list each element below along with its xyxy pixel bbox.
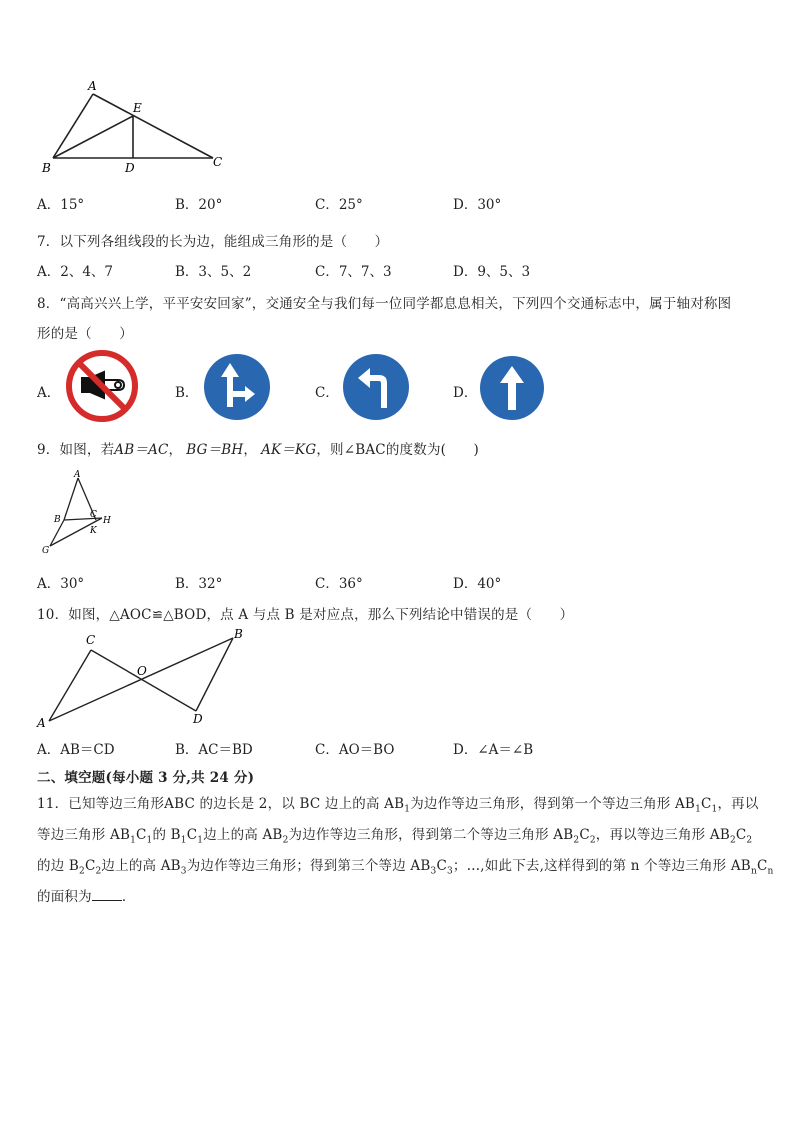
q10-option-a: A．AB＝CD [37, 742, 115, 758]
straight-ahead-sign-icon [479, 355, 545, 421]
q11-sub: 2 [95, 866, 102, 877]
q6-label-a: A [88, 79, 97, 93]
q6-option-a: A．15° [37, 197, 85, 213]
q10-label-c: C [86, 633, 96, 647]
q6-label-b: B [42, 161, 51, 175]
q10-option-d: D．∠A＝∠B [453, 742, 534, 758]
q9-option-a: A．30° [37, 576, 85, 592]
q7-option-d: D．9、5、3 [453, 264, 531, 280]
q11-line-4 [37, 885, 136, 905]
section-2-title: 二、填空题(每小题 3 分,共 24 分) [37, 770, 255, 786]
q10-congruent-triangles-figure [36, 626, 251, 732]
q11-sub: 1 [404, 804, 411, 815]
q11-line-3 [37, 854, 773, 877]
q10-label-a: A [37, 716, 46, 730]
q11-sub: 2 [282, 835, 289, 846]
left-turn-sign-icon [342, 353, 410, 421]
q9-option-d: D．40° [453, 576, 502, 592]
q11-text: C [136, 827, 147, 843]
q11-sub: 1 [711, 804, 718, 815]
q6-label-d: D [125, 161, 135, 175]
q7-option-a: A．2、4、7 [37, 264, 114, 280]
q11-sub: 1 [146, 835, 153, 846]
q11-text: C [756, 858, 768, 874]
q10-stem: 10．如图，△AOC≌△BOD，点 A 与点 B 是对应点，那么下列结论中错误的是（ ） [37, 607, 574, 623]
q6-option-b: B．20° [175, 197, 223, 213]
answer-blank[interactable] [92, 888, 122, 901]
q10-label-d: D [193, 712, 203, 726]
q11-text: 的面积为 [37, 889, 92, 905]
q9-cond-ak-kg: AK＝KG [261, 442, 317, 458]
q11-text: 11．已知等边三角形ABC 的边长是 2，以 BC 边上的高 AB [37, 796, 405, 812]
q11-text: 边上的高 AB [101, 858, 181, 874]
q11-sub: 3 [430, 866, 437, 877]
q11-sub: 1 [197, 835, 204, 846]
q9-label-g: G [42, 546, 50, 556]
q9-label-h: H [103, 516, 111, 526]
q9-label-c: C [90, 510, 97, 520]
q9-label-b: B [54, 515, 61, 525]
q11-sub: 2 [729, 835, 736, 846]
q9-triangle-figure [36, 468, 126, 558]
q9-option-b: B．32° [175, 576, 223, 592]
q11-sub: 1 [130, 835, 136, 846]
q6-label-c: C [213, 155, 223, 169]
q11-text: 边上的高 AB [203, 827, 283, 843]
q11-text: C [84, 858, 96, 874]
q7-option-b: B．3、5、2 [175, 264, 252, 280]
q11-sub: 2 [79, 866, 85, 877]
q7-stem: 7．以下列各组线段的长为边，能组成三角形的是（ ） [37, 234, 389, 250]
straight-or-right-turn-sign-icon [203, 353, 271, 421]
q11-text: C [186, 827, 198, 843]
q11-sub: 1 [180, 835, 187, 846]
q9-label-a: A [74, 470, 81, 480]
q6-option-c: C．25° [315, 197, 363, 213]
q8-stem-line2: 形的是（ ） [37, 326, 133, 342]
q11-text: 为边作等边三角形，得到第二个等边三角形 AB [288, 827, 574, 843]
q11-sub: n [750, 866, 757, 877]
q11-text: ；…,如此下去,这样得到的第 n 个等边三角形 AB [452, 858, 751, 874]
q9-cond-ab-ac: AB＝AC [114, 442, 169, 458]
q9-cond-bg-bh: BG＝BH [186, 442, 244, 458]
q10-option-b: B．AC＝BD [175, 742, 253, 758]
q11-text: 的边 B [37, 858, 80, 874]
q10-label-b: B [234, 627, 243, 641]
q6-triangle-figure [38, 78, 228, 178]
q11-text: ，再以 [717, 796, 759, 812]
q11-text: C [436, 858, 447, 874]
q9-option-c: C．36° [315, 576, 363, 592]
q8-stem-line1: 8．“高高兴兴上学，平平安安回家”，交通安全与我们每一位同学都息息相关，下列四个交通标志中，属于轴对称图 [37, 296, 732, 312]
q9-label-k: K [90, 526, 97, 536]
q7-option-c: C．7、7、3 [315, 264, 392, 280]
q11-sub: 3 [446, 866, 453, 877]
q11-text: 的 B [152, 827, 181, 843]
q11-text: 为边作等边三角形；得到第三个等边 AB [186, 858, 431, 874]
q11-sub: 2 [746, 835, 753, 846]
q11-text: C [735, 827, 747, 843]
q9-stem-suffix: ，则∠BAC的度数为( ) [316, 442, 479, 458]
q11-sub: 1 [695, 804, 701, 815]
no-honking-sign-icon [66, 350, 138, 422]
q11-sub: 2 [589, 835, 596, 846]
q11-text: ，再以等边三角形 AB [595, 827, 730, 843]
q11-sub: n [767, 866, 774, 877]
q11-line-1 [37, 792, 759, 815]
q11-text: C [579, 827, 590, 843]
q11-text: ． [121, 889, 136, 905]
q11-text: 等边三角形 AB [37, 827, 131, 843]
q10-label-o: O [137, 664, 147, 678]
q11-sub: 3 [180, 866, 187, 877]
q11-text: 为边作等边三角形，得到第一个等边三角形 AB [410, 796, 696, 812]
q8-option-c-letter: C． [315, 385, 339, 401]
q9-stem: 9．如图，若AB＝AC， BG＝BH， AK＝KG，则∠BAC的度数为( ) [37, 442, 479, 458]
q8-option-b-letter: B． [175, 385, 199, 401]
q11-text: C [701, 796, 712, 812]
q8-option-a-letter: A． [37, 385, 61, 401]
q11-sub: 2 [573, 835, 580, 846]
q10-option-c: C．AO＝BO [315, 742, 395, 758]
q6-option-d: D．30° [453, 197, 502, 213]
q6-label-e: E [133, 101, 142, 115]
q9-stem-prefix: 9．如图，若 [37, 442, 115, 458]
q11-line-2 [37, 823, 752, 846]
q8-option-d-letter: D． [453, 385, 478, 401]
